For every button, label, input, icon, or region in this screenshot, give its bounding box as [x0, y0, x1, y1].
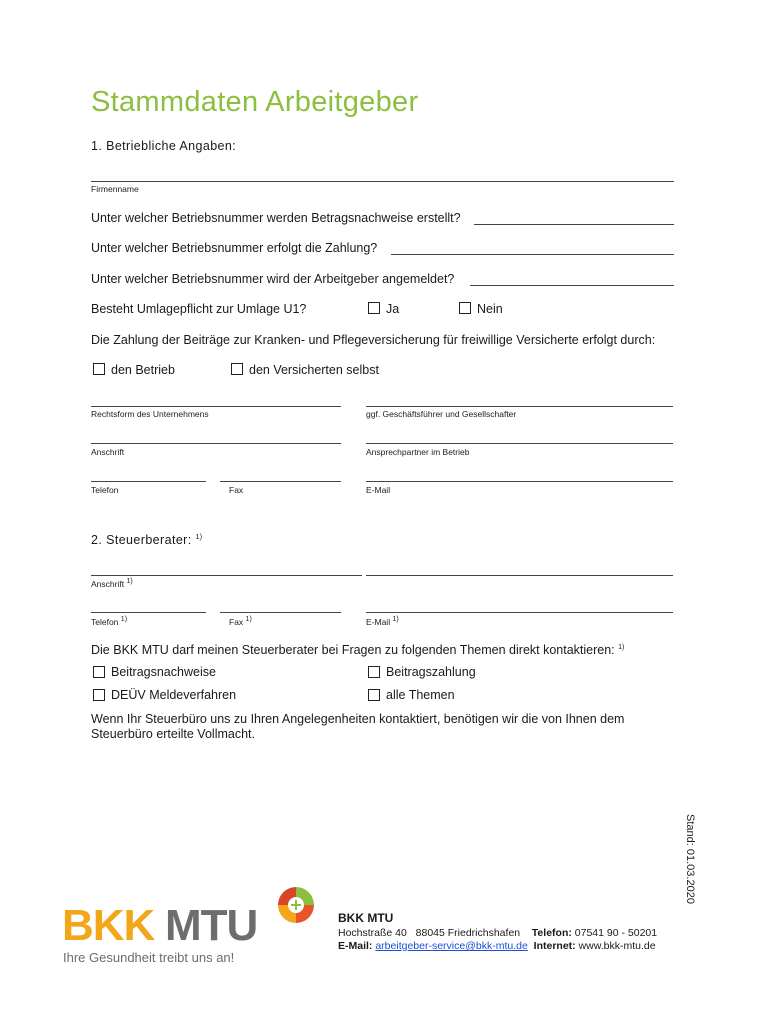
nein-checkbox[interactable]: [459, 302, 471, 314]
page-title: Stammdaten Arbeitgeber: [91, 86, 419, 118]
geschaeftsfuehrer-field[interactable]: [366, 406, 673, 407]
betragsnachweise-field[interactable]: [474, 224, 674, 225]
street: Hochstraße 40: [338, 927, 407, 939]
beitragsnachweise-label: Beitragsnachweise: [111, 665, 216, 679]
contact-line: [338, 940, 656, 952]
email-label-footer: E-Mail:: [338, 940, 373, 952]
email-field[interactable]: [366, 481, 673, 482]
internet-link[interactable]: www.bkk-mtu.de: [578, 940, 656, 952]
fax-field[interactable]: [220, 481, 341, 482]
stb-email-field[interactable]: [366, 612, 673, 613]
stb-anschrift-label: Anschrift $^{1)}$: [91, 578, 133, 589]
ja-checkbox[interactable]: [368, 302, 380, 314]
footnote-marker: 1): [195, 533, 203, 541]
zahlung-field[interactable]: [391, 254, 674, 255]
ansprechpartner-label: Ansprechpartner im Betrieb: [366, 447, 470, 457]
phone: 07541 90 - 50201: [574, 927, 658, 939]
beitragsnachweise-checkbox[interactable]: [93, 666, 105, 678]
rechtsform-field[interactable]: [91, 406, 341, 407]
nein-label: Nein: [477, 302, 503, 316]
stand-date: Stand: 01.03.2020: [684, 814, 696, 904]
stb-anschrift-field-2[interactable]: [366, 575, 673, 576]
den-betrieb-checkbox[interactable]: [93, 363, 105, 375]
section-2-heading: [91, 533, 203, 547]
company-name: BKK MTU: [338, 911, 394, 925]
ansprechpartner-field[interactable]: [366, 443, 673, 444]
internet-label: Internet:: [533, 940, 576, 952]
question-betragsnachweise: Unter welcher Betriebsnummer werden Betragsnachweise erstellt?: [91, 211, 461, 225]
stb-anschrift-field[interactable]: [91, 575, 362, 576]
geschaeftsfuehrer-label: ggf. Geschäftsführer und Gesellschafter: [366, 409, 517, 419]
rechtsform-label: Rechtsform des Unternehmens: [91, 409, 209, 419]
phone-label: Telefon:: [531, 927, 572, 939]
stb-email-label: E-Mail $^{1)}$: [366, 616, 399, 627]
anschrift-field[interactable]: [91, 443, 341, 444]
angemeldet-field[interactable]: [470, 285, 674, 286]
question-angemeldet: Unter welcher Betriebsnummer wird der Arbeitgeber angemeldet?: [91, 272, 455, 286]
stb-telefon-label: Telefon $^{1)}$: [91, 616, 128, 627]
question-umlage: Besteht Umlagepflicht zur Umlage U1?: [91, 302, 307, 316]
telefon-field[interactable]: [91, 481, 206, 482]
den-versicherten-checkbox[interactable]: [231, 363, 243, 375]
fax-label: Fax: [229, 485, 244, 495]
telefon-label: Telefon: [91, 485, 119, 495]
den-versicherten-label: den Versicherten selbst: [249, 363, 379, 377]
alle-themen-checkbox[interactable]: [368, 689, 380, 701]
anschrift-label: Anschrift: [91, 447, 125, 457]
bkk-mtu-logo-icon: [275, 884, 317, 926]
section-1-heading: 1. Betriebliche Angaben:: [91, 139, 237, 153]
logo-bkk-text: BKK: [62, 901, 155, 950]
firmenname-label: Firmenname: [91, 184, 139, 194]
vollmacht-note-line-1: Wenn Ihr Steuerbüro uns zu Ihren Angelegenheiten kontaktiert, benötigen wir die von Ihnen dem: [91, 712, 625, 726]
stb-fax-label: Fax $^{1)}$: [229, 616, 252, 627]
beitragszahlung-label: Beitragszahlung: [386, 665, 476, 679]
address-line: [338, 927, 657, 939]
email-link[interactable]: arbeitgeber-service@bkk-mtu.de: [375, 940, 528, 952]
question-zahlung-beitraege: Die Zahlung der Beiträge zur Kranken- und Pflegeversicherung für freiwillige Versicherte erfolgt durch:: [91, 333, 656, 347]
deuev-label: DEÜV Meldeverfahren: [111, 688, 237, 702]
question-zahlung: Unter welcher Betriebsnummer erfolgt die Zahlung?: [91, 241, 378, 255]
ja-label: Ja: [386, 302, 400, 316]
beitragszahlung-checkbox[interactable]: [368, 666, 380, 678]
firmenname-field[interactable]: [91, 181, 674, 182]
alle-themen-label: alle Themen: [386, 688, 455, 702]
section-2-heading-text: 2. Steuerberater:: [91, 533, 192, 547]
vollmacht-note-line-2: Steuerbüro erteilte Vollmacht.: [91, 727, 255, 741]
deuev-checkbox[interactable]: [93, 689, 105, 701]
email-label: E-Mail: [366, 485, 391, 495]
den-betrieb-label: den Betrieb: [111, 363, 175, 377]
city: 88045 Friedrichshafen: [415, 927, 521, 939]
slogan: Ihre Gesundheit treibt uns an!: [63, 950, 235, 965]
stb-telefon-field[interactable]: [91, 612, 206, 613]
stb-fax-field[interactable]: [220, 612, 341, 613]
logo-mtu-text: MTU: [165, 901, 258, 950]
question-kontakt: Die BKK MTU darf meinen Steuerberater bei Fragen zu folgenden Themen direkt kontaktieren: $^{1)}$: [91, 643, 625, 657]
